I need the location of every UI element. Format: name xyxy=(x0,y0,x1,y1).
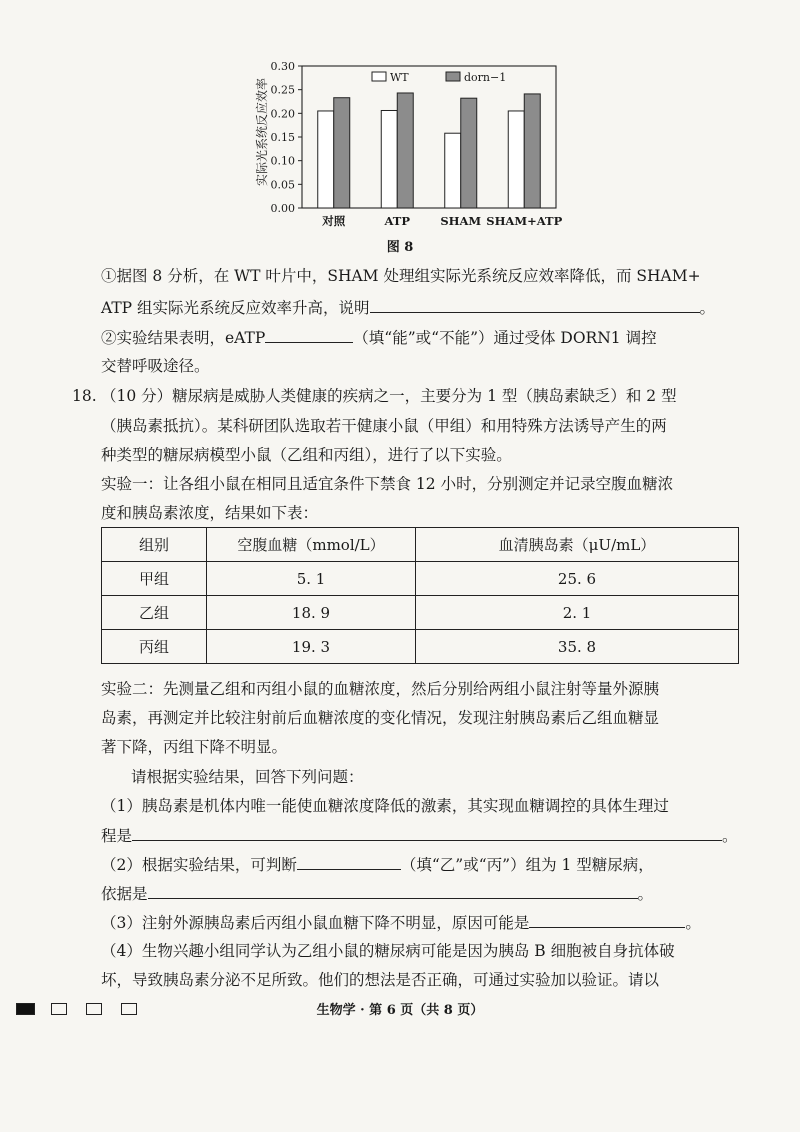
bar-dorn1 xyxy=(397,93,413,208)
q18-exp1-line2: 度和胰岛素浓度，结果如下表： xyxy=(101,504,319,522)
figure-8-bar-chart xyxy=(240,50,570,236)
bar-wt xyxy=(508,111,524,208)
q18-intro-line1: （10 分）糖尿病是威胁人类健康的疾病之一，主要分为 1 型（胰岛素缺乏）和 2 型 xyxy=(101,387,677,405)
q18-exp2-line1: 实验二：先测量乙组和丙组小鼠的血糖浓度，然后分别给两组小鼠注射等量外源胰 xyxy=(101,680,660,698)
x-tick-label: 对照 xyxy=(322,214,346,228)
x-tick-label: SHAM xyxy=(440,214,482,228)
y-tick-label: 0.05 xyxy=(270,178,295,192)
q18-intro-line2: （胰岛素抵抗）。某科研团队选取若干健康小鼠（甲组）和用特殊方法诱导产生的两 xyxy=(101,417,667,435)
answer-blank[interactable] xyxy=(132,824,722,841)
table-cell: 25. 6 xyxy=(416,562,739,596)
figure-caption: 图 8 xyxy=(386,240,414,255)
legend-swatch xyxy=(446,72,460,81)
answer-blank[interactable] xyxy=(370,296,700,313)
legend-label: dorn−1 xyxy=(464,71,507,84)
table-row xyxy=(102,596,739,630)
answer-blank[interactable] xyxy=(265,326,353,343)
table-cell: 2. 1 xyxy=(416,596,739,630)
y-tick-label: 0.20 xyxy=(270,107,295,121)
chart-y-axis-label: 实际光系统反应效率 xyxy=(255,77,269,187)
bar-wt xyxy=(445,133,461,208)
answer-blank[interactable] xyxy=(148,882,638,899)
table-header-row xyxy=(102,528,739,562)
legend-swatch xyxy=(372,72,386,81)
y-tick-label: 0.30 xyxy=(270,60,295,73)
table-header: 组别 xyxy=(102,528,207,562)
answer-blank[interactable] xyxy=(297,853,401,870)
y-tick-label: 0.25 xyxy=(270,83,295,97)
chart-x-axis xyxy=(321,214,562,228)
bar-dorn1 xyxy=(461,98,477,208)
q18-sub3: （3）注射外源胰岛素后丙组小鼠血糖下降不明显，原因可能是 。 xyxy=(101,911,701,934)
x-tick-label: SHAM+ATP xyxy=(486,214,563,228)
table-cell: 5. 1 xyxy=(207,562,416,596)
q18-exp2-line2: 岛素，再测定并比较注射前后血糖浓度的变化情况，发现注射胰岛素后乙组血糖显 xyxy=(101,709,660,727)
y-tick-label: 0.00 xyxy=(270,202,295,215)
bar-dorn1 xyxy=(334,98,350,208)
chart-legend xyxy=(372,71,506,84)
answer-blank[interactable] xyxy=(529,911,685,928)
legend-label: WT xyxy=(390,71,409,84)
q18-sub1-line2: 程是 。 xyxy=(101,824,738,847)
q18-sub4-line1: （4）生物兴趣小组同学认为乙组小鼠的糖尿病可能是因为胰岛 B 细胞被自身抗体破 xyxy=(101,942,675,960)
table-cell: 甲组 xyxy=(102,562,207,596)
y-tick-label: 0.15 xyxy=(270,131,295,144)
table-header: 血清胰岛素（μU/mL） xyxy=(416,528,739,562)
table-cell: 18. 9 xyxy=(207,596,416,630)
page-footer: 生物学 · 第 6 页（共 8 页） xyxy=(316,1003,484,1018)
q18-exp2-line3: 著下降，丙组下降不明显。 xyxy=(101,738,288,756)
table-cell: 35. 8 xyxy=(416,630,739,664)
table-row xyxy=(102,630,739,664)
results-table xyxy=(101,527,739,664)
table-header: 空腹血糖（mmol/L） xyxy=(207,528,416,562)
bar-wt xyxy=(318,111,334,208)
table-cell: 丙组 xyxy=(102,630,207,664)
q18-prompt: 请根据实验结果，回答下列问题： xyxy=(131,768,364,786)
y-tick-label: 0.10 xyxy=(270,154,295,168)
q18-sub1-line1: （1）胰岛素是机体内唯一能使血糖浓度降低的激素，其实现血糖调控的具体生理过 xyxy=(101,797,669,815)
q18-sub4-line2: 坏，导致胰岛素分泌不足所致。他们的想法是否正确，可通过实验加以验证。请以 xyxy=(101,971,660,989)
q17-part2-line1: ②实验结果表明，eATP （填“能”或“不能”）通过受体 DORN1 调控 xyxy=(101,326,657,349)
table-row xyxy=(102,562,739,596)
q18-number: 18. xyxy=(72,387,97,405)
q17-part1-line1: ①据图 8 分析，在 WT 叶片中，SHAM 处理组实际光系统反应效率降低，而 SHAM+ xyxy=(101,267,701,285)
table-cell: 乙组 xyxy=(102,596,207,630)
chart-bars xyxy=(318,93,541,208)
bar-wt xyxy=(381,110,397,208)
q17-part1-line2: ATP 组实际光系统反应效率升高，说明 。 xyxy=(101,296,715,319)
table-cell: 19. 3 xyxy=(207,630,416,664)
q18-sub2-line1: （2）根据实验结果，可判断 （填“乙”或“丙”）组为 1 型糖尿病， xyxy=(101,853,654,876)
q17-part2-line2: 交替呼吸途径。 xyxy=(101,357,210,375)
q18-exp1-line1: 实验一：让各组小鼠在相同且适宜条件下禁食 12 小时，分别测定并记录空腹血糖浓 xyxy=(101,475,674,493)
q18-sub2-line2: 依据是 。 xyxy=(101,882,653,905)
q18-intro-line3: 种类型的糖尿病模型小鼠（乙组和丙组），进行了以下实验。 xyxy=(101,446,512,464)
bar-dorn1 xyxy=(524,94,540,208)
x-tick-label: ATP xyxy=(384,214,410,228)
